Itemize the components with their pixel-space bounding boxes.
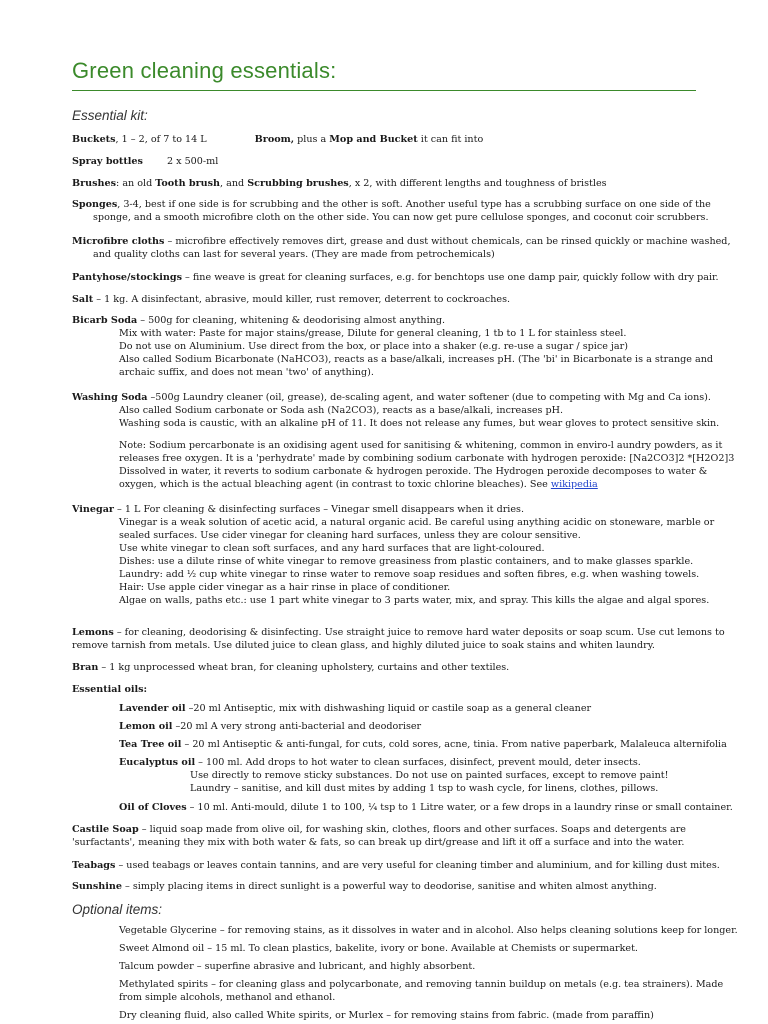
title-divider [72,90,696,91]
item-castile-soap: Castile Soap – liquid soap made from olive oil, for washing skin, clothes, floors and other surfaces. Soaps and detergents are [72,824,686,835]
item-lemon-oil: Lemon oil –20 ml A very strong anti-bacterial and deodoriser [119,721,422,732]
item-vinegar: Vinegar – 1 L For cleaning & disinfecting surfaces – Vinegar smell disappears when it dries. [72,504,525,515]
item-salt: Salt – 1 kg. A disinfectant, abrasive, mould killer, rust remover, deterrent to cockroaches. [72,294,511,305]
essential-oils-heading: Essential oils: [72,684,148,695]
bicarb-line: Mix with water: Paste for major stains/grease, Dilute for general cleaning, 1 tb to 1 L for stainless steel. [119,328,627,339]
eucalyptus-line: Use directly to remove sticky substances. Do not use on painted surfaces, except to remove paint! [190,770,669,781]
bicarb-line: Also called Sodium Bicarbonate (NaHCO3), reacts as a base/alkali, increases pH. (The 'bi' in Bicarbonate is a strange and [119,354,714,365]
vinegar-line: Laundry: add ½ cup white vinegar to rinse water to remove soap residues and soften fibres, e.g. when washing towels. [119,569,700,580]
eucalyptus-line: Laundry – sanitise, and kill dust mites by adding 1 tsp to wash cycle, for linens, clothes, pillows. [190,783,659,794]
section-heading-optional: Optional items: [72,902,163,917]
washing-note-line: oxygen, which is the actual bleaching agent (in contrast to toxic chlorine bleaches). See wikipedia [119,479,598,490]
item-bicarb: Bicarb Soda – 500g for cleaning, whitening & deodorising almost anything. [72,315,446,326]
optional-item: Vegetable Glycerine – for removing stains, as it dissolves in water and in alcohol. Also helps cleaning solutions keep for longer. [119,925,738,936]
item-spray-bottles: Spray bottles 2 x 500-ml [72,156,219,167]
item-lavender-oil: Lavender oil –20 ml Antiseptic, mix with dishwashing liquid or castile soap as a general cleaner [119,703,592,714]
optional-item: Dry cleaning fluid, also called White spirits, or Murlex – for removing stains from fabric. (made from paraffin) [119,1010,654,1021]
bicarb-line: Do not use on Aluminium. Use direct from the box, or place into a shaker (e.g. re-use a sugar / spice jar) [119,341,628,352]
washing-note-line: Note: Sodium percarbonate is an oxidising agent used for sanitising & whitening, common in enviro-l aundry powders, as it [119,440,723,451]
item-lemons: Lemons – for cleaning, deodorising & disinfecting. Use straight juice to remove hard water deposits or soap scum. Use cut lemons to [72,627,725,638]
item-sunshine: Sunshine – simply placing items in direct sunlight is a powerful way to deodorise, sanitise and whiten almost anything. [72,881,657,892]
item-eucalyptus-oil: Eucalyptus oil – 100 ml. Add drops to hot water to clean surfaces, disinfect, prevent mould, deter insects. [119,757,641,768]
item-pantyhose: Pantyhose/stockings – fine weave is great for cleaning surfaces, e.g. for benchtops use one damp pair, quickly follow with dry pair. [72,272,719,283]
vinegar-line: Use white vinegar to clean soft surfaces, and any hard surfaces that are light-coloured. [119,543,545,554]
item-microfibre-line2: and quality cloths can last for several years. (They are made from petrochemicals) [93,249,495,260]
item-lemons-line2: remove tarnish from metals. Use diluted juice to clean glass, and highly diluted juice to soak stains and whiten laundry. [72,640,655,651]
section-heading-essential: Essential kit: [72,108,148,123]
optional-item-continued: from simple alcohols, methanol and ethanol. [119,992,336,1003]
item-brushes: Brushes: an old Tooth brush, and Scrubbing brushes, x 2, with different lengths and toughness of bristles [72,178,607,189]
item-oil-of-cloves: Oil of Cloves – 10 ml. Anti-mould, dilute 1 to 100, ¼ tsp to 1 Litre water, or a few drops in a laundry rinse or small container. [119,802,733,813]
item-teabags: Teabags – used teabags or leaves contain tannins, and are very useful for cleaning timber and aluminium, and for killing dust mites. [72,860,720,871]
item-sponges-line2: sponge, and a smooth microfibre cloth on the other side. You can now get pure cellulose sponges, and coconut coir scrubbers. [93,212,709,223]
vinegar-line: Dishes: use a dilute rinse of white vinegar to remove greasiness from plastic containers, and to make glasses sparkle. [119,556,694,567]
item-buckets: Buckets, 1 – 2, of 7 to 14 L Broom, plus a Mop and Bucket it can fit into [72,134,484,145]
optional-item: Talcum powder – superfine abrasive and lubricant, and highly absorbent. [119,961,476,972]
washing-note-line: Dissolved in water, it reverts to sodium carbonate & hydrogen peroxide. The Hydrogen peroxide decomposes to water & [119,466,708,477]
vinegar-line: Vinegar is a weak solution of acetic acid, a natural organic acid. Be careful using anything acidic on stoneware, marble or [119,517,715,528]
page-title: Green cleaning essentials: [72,58,337,83]
item-tea-tree-oil: Tea Tree oil – 20 ml Antiseptic & anti-fungal, for cuts, cold sores, acne, tinia. From native paperbark, Malaleuca alternifolia [119,739,727,750]
optional-item: Methylated spirits – for cleaning glass and polycarbonate, and removing tannin buildup on metals (e.g. tea strainers). Made [119,979,724,990]
vinegar-line: Algae on walls, paths etc.: use 1 part white vinegar to 3 parts water, mix, and spray. This kills the algae and algal spores. [119,595,710,606]
item-microfibre: Microfibre cloths – microfibre effectively removes dirt, grease and dust without chemicals, can be rinsed quickly or machine washed, [72,236,731,247]
item-washing-soda: Washing Soda –500g Laundry cleaner (oil, grease), de-scaling agent, and water softener (due to competing with Mg and Ca ions). [72,392,711,403]
wikipedia-link[interactable]: wikipedia [550,479,598,490]
item-bran: Bran – 1 kg unprocessed wheat bran, for cleaning upholstery, curtains and other textiles. [72,662,510,673]
washing-line: Washing soda is caustic, with an alkaline pH of 11. It does not release any fumes, but wear gloves to protect sensitive skin. [119,418,720,429]
item-castile-line2: 'surfactants', meaning they mix with both water & fats, so can break up dirt/grease and lift it off a surface and into the water. [72,837,685,848]
vinegar-line: Hair: Use apple cider vinegar as a hair rinse in place of conditioner. [119,582,451,593]
bicarb-line: archaic suffix, and does not mean 'two' of anything). [119,367,374,378]
optional-item: Sweet Almond oil – 15 ml. To clean plastics, bakelite, ivory or bone. Available at Chemists or supermarket. [119,943,638,954]
item-sponges: Sponges, 3-4, best if one side is for scrubbing and the other is soft. Another useful type has a scrubbing surface on one side of the [72,199,711,210]
vinegar-line: sealed surfaces. Use cider vinegar for cleaning hard surfaces, unless they are colour sensitive. [119,530,581,541]
washing-line: Also called Sodium carbonate or Soda ash (Na2CO3), reacts as a base/alkali, increases pH. [119,405,564,416]
washing-note-line: releases free oxygen. It is a 'perhydrate' made by combining sodium carbonate with hydrogen peroxide: [Na2CO3]2 *[H2O2]3 [119,453,735,464]
